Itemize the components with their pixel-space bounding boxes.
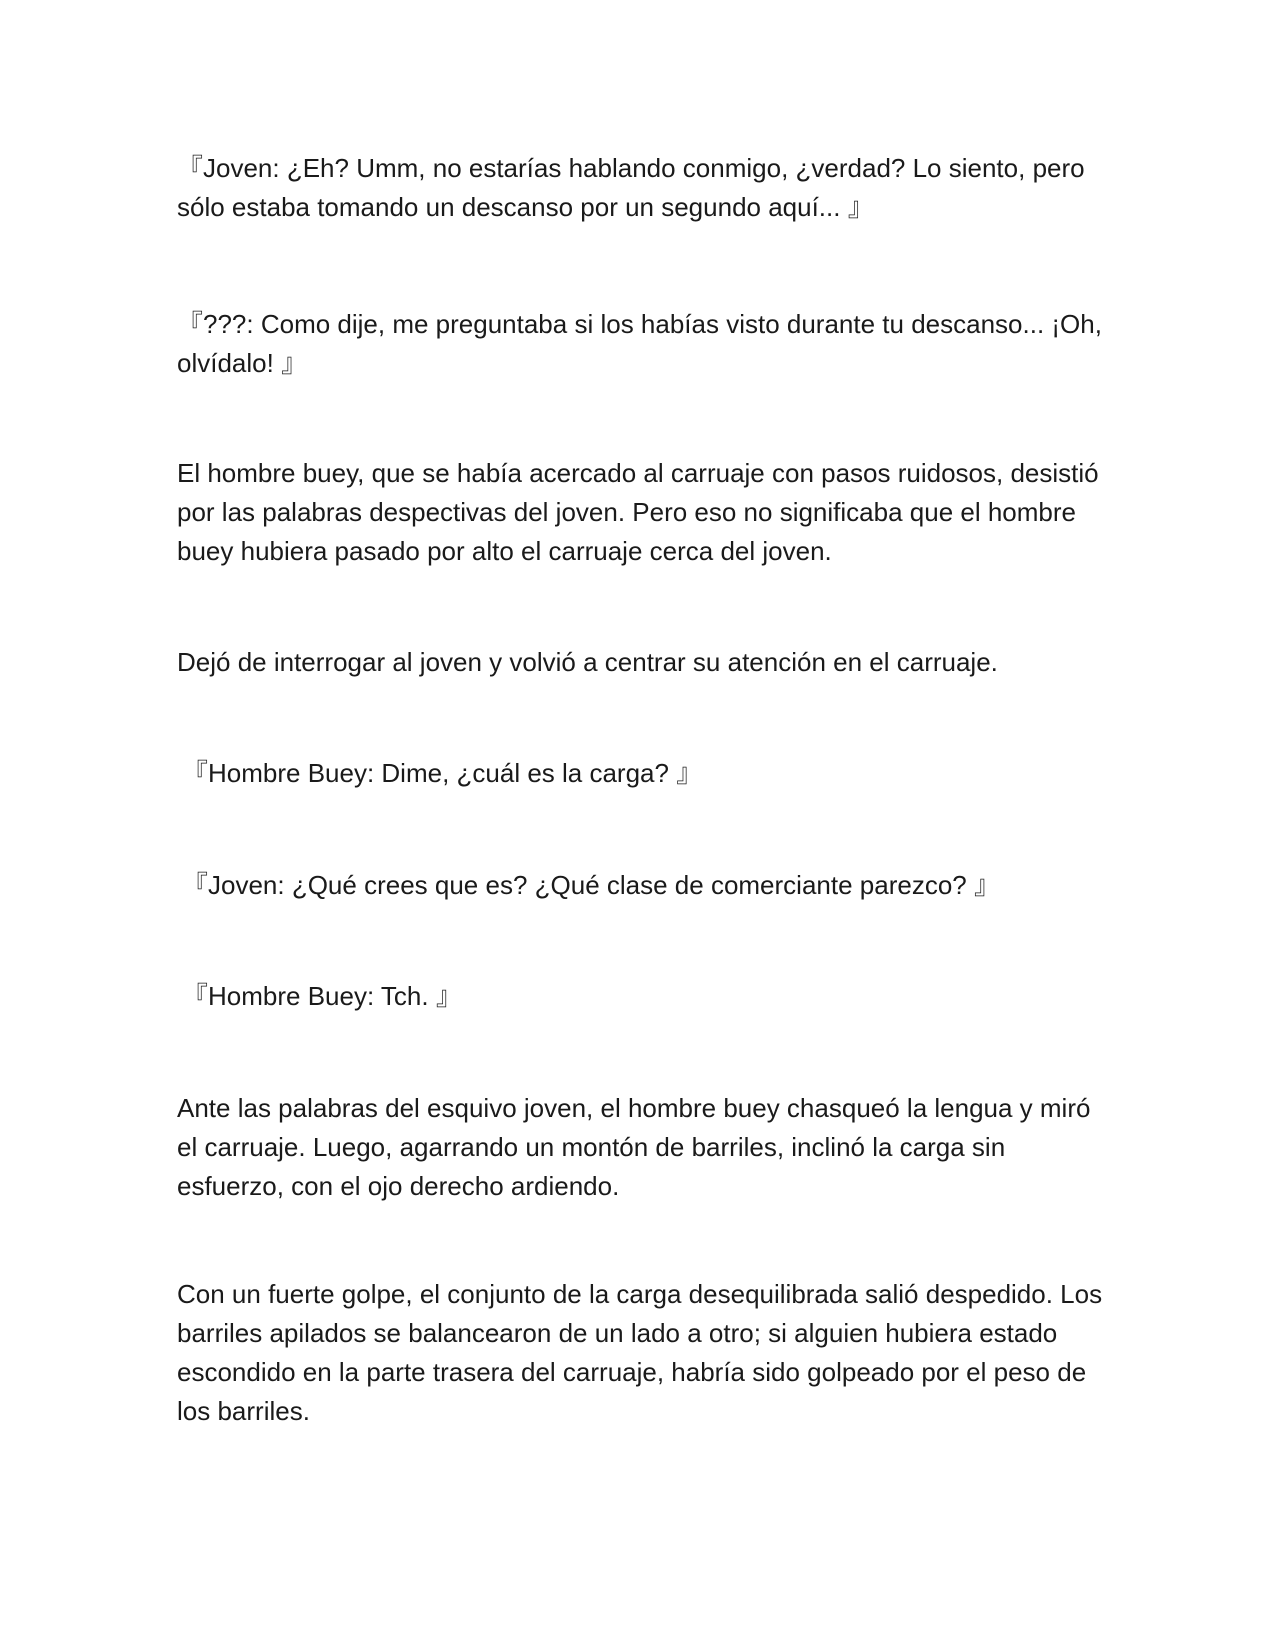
dialogue-paragraph: 『???: Como dije, me preguntaba si los habías visto durante tu descanso... ¡Oh, olvídalo! 』 bbox=[177, 309, 1102, 378]
dialogue-paragraph: 『Hombre Buey: Dime, ¿cuál es la carga? 』 bbox=[182, 758, 703, 788]
narration-paragraph: Con un fuerte golpe, el conjunto de la carga desequilibrada salió despedido. Los barriles apilados se balancearon de un lado a otro; si alguien hubiera estado escondido en la parte trasera del carruaje, habría sido golpeado por el peso de los barriles. bbox=[177, 1279, 1103, 1426]
dialogue-paragraph: 『Joven: ¿Qué crees que es? ¿Qué clase de comerciante parezco? 』 bbox=[182, 870, 1000, 900]
narration-paragraph: El hombre buey, que se había acercado al carruaje con pasos ruidosos, desistió por las palabras despectivas del joven. Pero eso no significaba que el hombre buey hubiera pasado por alto el carruaje cerca del joven. bbox=[177, 458, 1099, 566]
narration-paragraph: Ante las palabras del esquivo joven, el hombre buey chasqueó la lengua y miró el carruaje. Luego, agarrando un montón de barriles, inclinó la carga sin esfuerzo, con el ojo derecho ardiendo. bbox=[177, 1093, 1091, 1201]
dialogue-paragraph: 『Joven: ¿Eh? Umm, no estarías hablando conmigo, ¿verdad? Lo siento, pero sólo estaba tomando un descanso por un segundo aquí... 』 bbox=[177, 153, 1085, 222]
dialogue-paragraph: 『Hombre Buey: Tch. 』 bbox=[182, 981, 462, 1011]
narration-paragraph: Dejó de interrogar al joven y volvió a centrar su atención en el carruaje. bbox=[177, 647, 998, 677]
